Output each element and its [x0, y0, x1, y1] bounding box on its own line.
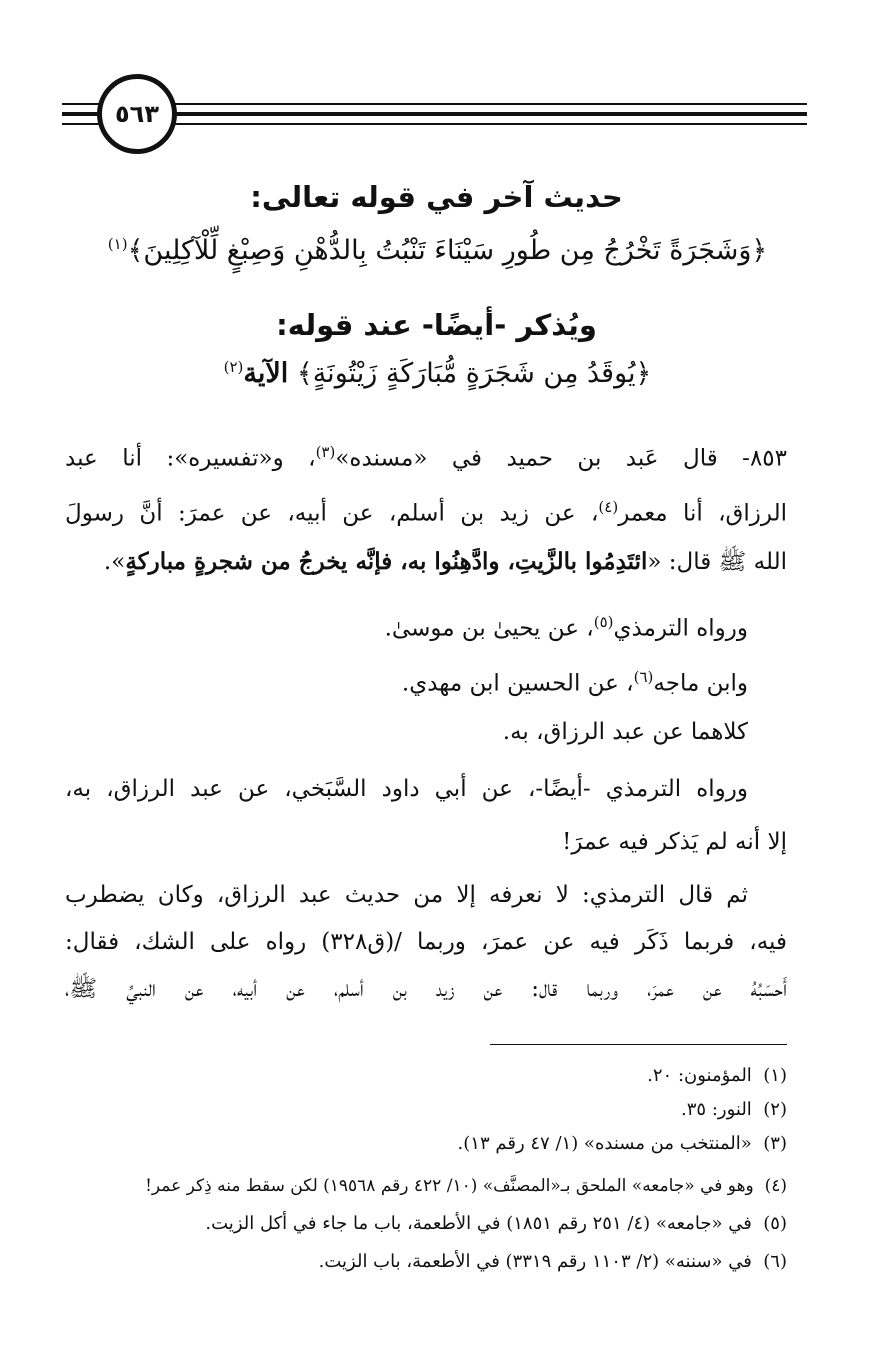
footnote-number: (٢): [763, 1099, 787, 1120]
footnote-separator: [490, 1044, 787, 1045]
body-line: [65, 435, 787, 476]
page-number: ٥٦٣: [115, 100, 159, 128]
body-text: الله ﷺ قال: «: [647, 549, 787, 575]
body-line: [65, 972, 787, 1006]
body-line: [65, 490, 787, 531]
footnote-text: وهو في «جامعه» الملحق بـ«المصنَّف» (١٠/ ٤٢٢ رقم ١٩٥٦٨) لكن سقط منه ذِكر عمر!: [145, 1176, 754, 1196]
footnote-number: (٦): [763, 1251, 787, 1272]
footnote: [80, 1130, 787, 1158]
body-line: [65, 925, 787, 959]
body-text: ، عن يحيىٰ بن موسىٰ.: [384, 615, 594, 642]
footnote-number: (٣): [763, 1133, 787, 1154]
section-subheading: ويُذكر -أيضًا- عند قوله:: [276, 308, 597, 342]
body-text: أَحسَبُهُ عن عمرَ، وربما قال: عن زيد بن أسلم، عن أبيه، عن النبيِّ ﷺ،: [65, 976, 787, 1002]
footnote-text: المؤمنون: ٢٠.: [647, 1065, 752, 1086]
body-text: ».: [103, 549, 126, 575]
footnote: [80, 1248, 787, 1276]
footnote-text: «المنتخب من مسنده» (١/ ٤٧ رقم ١٣).: [457, 1133, 752, 1154]
section-heading: حديث آخر في قوله تعالى:: [250, 180, 623, 214]
footnote-text: في «سننه» (٢/ ١١٠٣ رقم ٣٣١٩) في الأطعمة، باب الزيت.: [318, 1251, 752, 1272]
body-text: ورواه الترمذي -أيضًا-، عن أبي داود السَّبَخي، عن عبد الرزاق، به،: [65, 776, 748, 802]
quran-verse: [70, 358, 805, 389]
body-line: [65, 878, 748, 912]
footnote-ref: (٥): [593, 613, 614, 631]
body-text: ، و«تفسيره»: أنا عبد: [65, 445, 316, 472]
body-line: [65, 660, 748, 701]
body-text: ورواه الترمذي: [613, 615, 748, 642]
body-text: ، عن الحسين ابن مهدي.: [401, 670, 634, 697]
footnote-number: (١): [763, 1065, 787, 1086]
body-text: وابن ماجه: [653, 670, 748, 697]
footnote-ref: (٦): [633, 668, 654, 686]
body-text: الرزاق، أنا معمر: [618, 500, 787, 527]
footnote: [80, 1062, 787, 1090]
body-text: ٨٥٣- قال عَبد بن حميد في «مسنده»: [335, 445, 787, 472]
body-text: ثم قال الترمذي: لا نعرفه إلا من حديث عبد الرزاق، وكان يضطرب: [65, 882, 748, 908]
footnote-number: (٥): [763, 1213, 787, 1234]
footnote: [80, 1172, 787, 1200]
page-number-badge: [97, 74, 177, 154]
body-line: [65, 772, 748, 806]
footnote: [80, 1096, 787, 1124]
footnote-ref: (٤): [598, 498, 619, 516]
body-text: فيه، فربما ذَكَر فيه عن عمرَ، وربما /(ق٣٢٨) رواه على الشك، فقال:: [65, 929, 787, 955]
footnote-ref: (٣): [315, 443, 336, 461]
body-line: إلا أنه لم يَذكر فيه عمرَ!: [562, 829, 787, 855]
body-line: [65, 605, 748, 646]
verse-text: ﴿وَشَجَرَةً تَخْرُجُ مِن طُورِ سَيْنَاءَ تَنْبُتُ بِالدُّهْنِ وَصِبْغٍ لِّلْآكِلِينَ﴾: [127, 235, 768, 266]
verse-text: ﴿يُوقَدُ مِن شَجَرَةٍ مُّبَارَكَةٍ زَيْتُونَةٍ﴾: [296, 358, 652, 389]
body-line: كلاهما عن عبد الرزاق، به.: [502, 719, 748, 745]
quran-verse: [70, 235, 805, 266]
footnote-text: النور: ٣٥.: [681, 1099, 752, 1120]
footnote-number: (٤): [764, 1176, 787, 1196]
footnote-ref: (٢): [223, 358, 244, 376]
verse-tail: الآية: [243, 358, 289, 389]
footnote: [80, 1210, 787, 1238]
footnote-text: في «جامعه» (٤/ ٢٥١ رقم ١٨٥١) في الأطعمة، باب ما جاء في أكل الزيت.: [205, 1213, 752, 1234]
hadith-text: ائتَدِمُوا بالزَّيتِ، وادَّهِنُوا به، فإنَّه يخرجُ من شجرةٍ مباركةٍ: [125, 548, 648, 575]
footnote-ref: (١): [107, 235, 128, 253]
body-line: [65, 545, 787, 579]
body-text: ، عن زيد بن أسلم، عن أبيه، عن عمرَ: أنَّ رسولَ: [65, 500, 599, 527]
